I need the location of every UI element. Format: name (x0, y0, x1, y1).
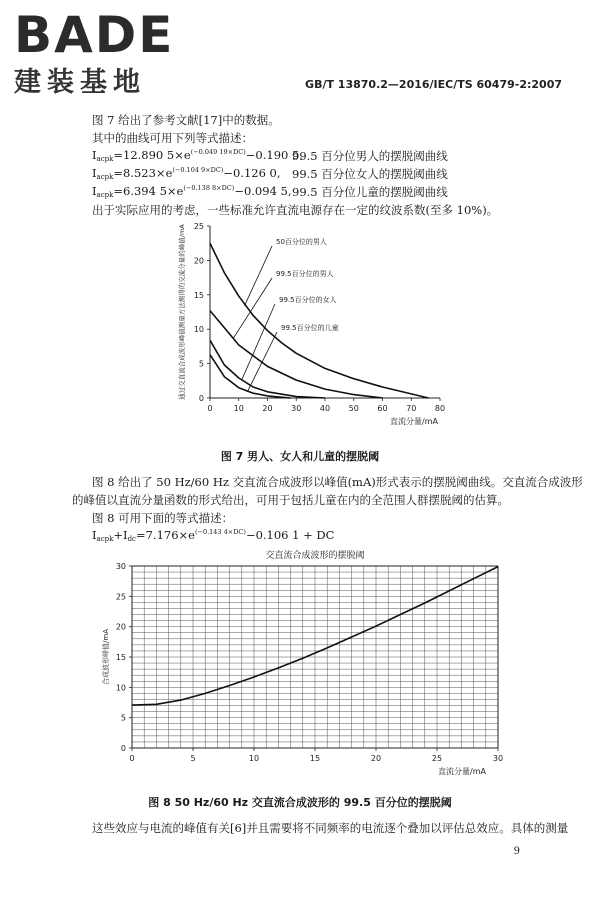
legend-leader-3 (242, 304, 275, 380)
x-tick-label: 25 (431, 754, 443, 763)
y-tick-label: 15 (193, 290, 204, 300)
x-axis-label: 直流分量/mA (438, 767, 486, 776)
x-tick-label: 20 (262, 404, 273, 413)
legend-label-2: 99.5百分位的男人 (276, 270, 334, 278)
legend-leader-1 (245, 246, 273, 306)
equation-women-desc: 99.5 百分位女人的摆脱阈曲线 (292, 167, 448, 181)
x-tick-label: 10 (248, 754, 260, 763)
figure-7-chart (0, 212, 600, 432)
y-tick-label: 15 (115, 653, 126, 662)
y-tick-label: 0 (120, 744, 126, 753)
figure-8-chart (0, 542, 600, 778)
equation-men: $I_{acpk}=12.890$ $5\times e^{(-0.049 19\times DC)}-0.190$ 5, 99.5 百分位男人的摆脱阈曲线 (92, 148, 448, 163)
x-tick-label: 30 (492, 754, 504, 763)
y-axis-label: 合成波形峰值/mA (102, 629, 110, 685)
x-tick-label: 15 (309, 754, 321, 763)
x-tick-label: 30 (291, 404, 302, 413)
chart-title: 交直流合成波形的摆脱阈 (265, 551, 365, 561)
equation-combined: $I_{acpk}+I_{dc}=7.176\times e^{(-0.143 4\times DC)}-0.106$ 1 + DC (92, 528, 335, 543)
text-line-2: 其中的曲线可用下列等式描述： (92, 131, 253, 145)
x-tick-label: 70 (406, 404, 417, 413)
x-tick-label: 50 (348, 404, 359, 413)
x-tick-label: 80 (434, 404, 446, 413)
equation-children: $I_{acpk}=6.394$ $5\times e^{(-0.138 8\times DC)}-0.094$ 5, 99.5 百分位儿童的摆脱阈曲线 (92, 184, 448, 199)
equation-children-desc: 99.5 百分位儿童的摆脱阈曲线 (292, 185, 448, 199)
text-line-3: 出于实际应用的考虑，一些标准允许直流电源存在一定的纹波系数(至多 10%)。 (92, 203, 499, 217)
series-line-3 (210, 340, 325, 398)
series-line-1 (210, 243, 429, 398)
x-tick-label: 20 (370, 754, 382, 763)
x-tick-label: 0 (129, 754, 135, 763)
legend-leader-4 (247, 332, 277, 392)
logo (6, 4, 176, 98)
page-number: 9 (513, 846, 520, 857)
y-tick-label: 10 (193, 325, 204, 335)
y-tick-label: 25 (193, 222, 204, 231)
legend-label-3: 99.5百分位的女人 (279, 296, 337, 304)
legend-label-1: 50百分位的男人 (276, 238, 327, 246)
x-tick-label: 40 (319, 404, 331, 413)
y-tick-label: 30 (115, 562, 126, 571)
para2-line-2: 的峰值以直流分量函数的形式给出，可用于包括儿童在内的全范围人群摆脱阈的估算。 (72, 493, 509, 507)
y-tick-label: 20 (193, 256, 204, 266)
equation-women: $I_{acpk}=8.523\times e^{(-0.104 9\times DC)}-0.126$ 0, 99.5 百分位女人的摆脱阈曲线 (92, 166, 448, 181)
y-axis-label: 通过交直流合成波形峰值测量方法测得的交流分量的峰值/mA (178, 224, 186, 400)
y-tick-label: 0 (198, 394, 204, 403)
logo-brand: BADE (14, 6, 175, 64)
x-tick-label: 60 (377, 404, 388, 413)
text-last-line: 这些效应与电流的峰值有关[6]并且需要将不同频率的电流逐个叠加以评估总效应。具体的测量 (92, 821, 569, 835)
y-tick-label: 10 (115, 683, 126, 693)
text-line-1: 图 7 给出了参考文献[17]中的数据。 (92, 113, 280, 127)
standard-code: GB/T 13870.2—2016/IEC/TS 60479-2:2007 (305, 78, 562, 91)
y-tick-label: 20 (115, 622, 126, 632)
equation-men-desc: 99.5 百分位男人的摆脱阈曲线 (292, 149, 448, 163)
logo-subtitle: 建装基地 (14, 67, 146, 98)
x-tick-label: 0 (207, 404, 213, 413)
para2-line-3: 图 8 可用下面的等式描述： (92, 511, 234, 525)
legend-label-4: 99.5百分位的儿童 (281, 324, 339, 332)
y-tick-label: 5 (120, 713, 126, 723)
x-tick-label: 5 (190, 754, 196, 763)
figure-8-caption: 图 8 50 Hz/60 Hz 交直流合成波形的 99.5 百分位的摆脱阈 (148, 796, 452, 809)
x-tick-label: 10 (233, 404, 244, 413)
y-tick-label: 25 (115, 592, 126, 602)
figure-7-caption: 图 7 男人、女人和儿童的摆脱阈 (220, 450, 380, 463)
x-axis-label: 直流分量/mA (390, 417, 438, 426)
y-tick-label: 5 (198, 359, 204, 369)
para2-line-1: 图 8 给出了 50 Hz/60 Hz 交直流合成波形以峰值(mA)形式表示的摆脱阈曲线。交直流合成波形 (92, 475, 583, 489)
